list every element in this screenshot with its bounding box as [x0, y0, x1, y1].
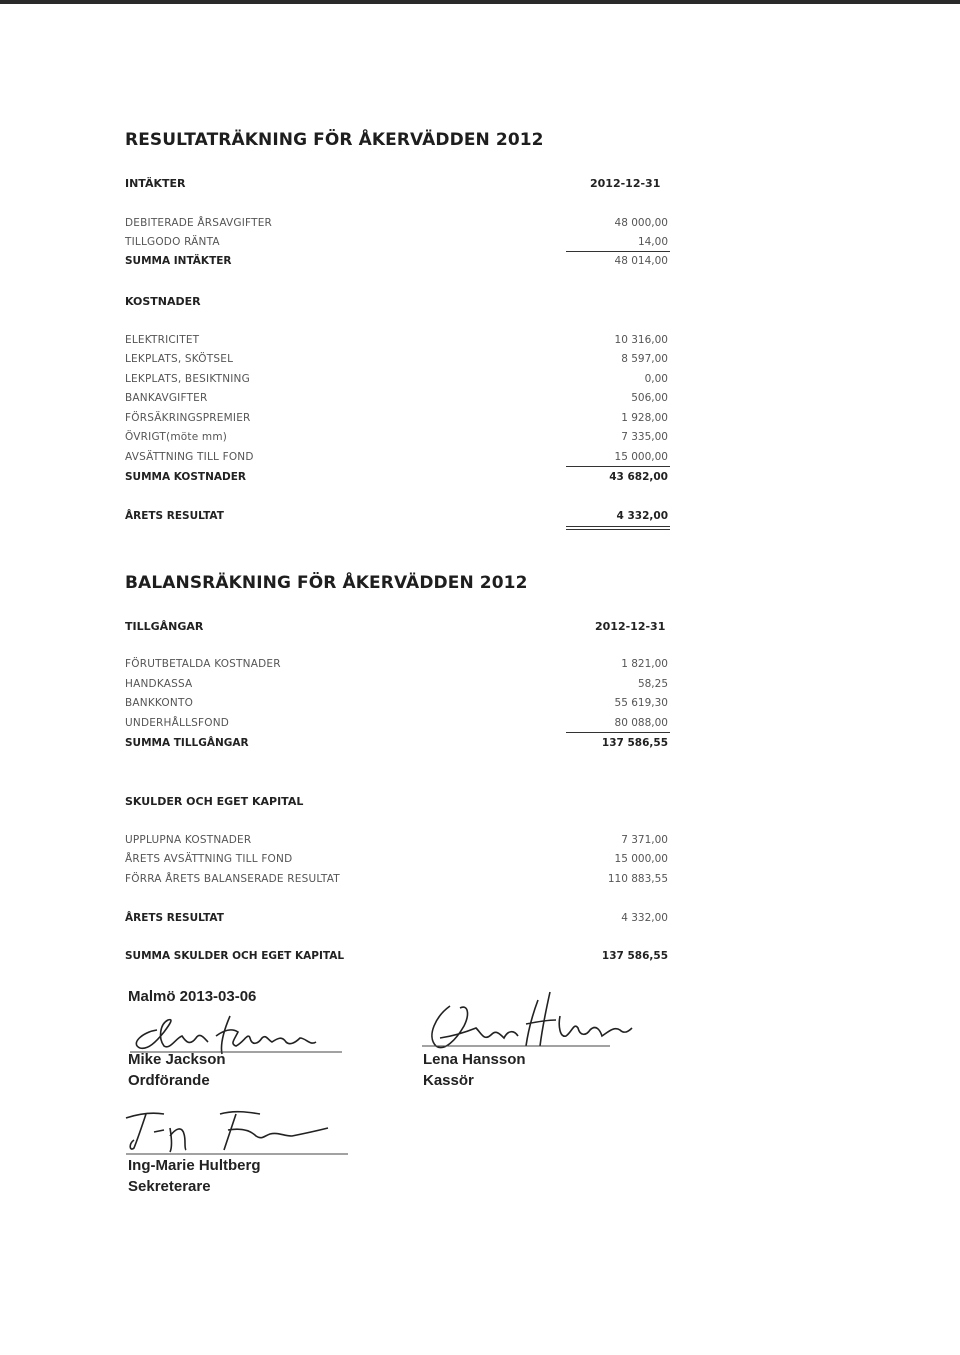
signer-name: Mike Jackson	[128, 1051, 226, 1068]
skuld-value: 15 000,00	[614, 853, 668, 865]
signer-name: Lena Hansson	[423, 1051, 526, 1068]
kostnad-label: ÖVRIGT(möte mm)	[125, 431, 228, 443]
skuld-label: FÖRRA ÅRETS BALANSERADE RESULTAT	[125, 873, 340, 885]
tillgang-value: 1 821,00	[621, 658, 668, 670]
kostnad-label: LEKPLATS, BESIKTNING	[125, 373, 250, 385]
signer-role: Kassör	[423, 1072, 474, 1089]
tillgang-label: FÖRUTBETALDA KOSTNADER	[125, 658, 281, 670]
intakter-header: INTÄKTER	[125, 177, 186, 190]
kostnad-label: BANKAVGIFTER	[125, 392, 208, 404]
summa-intakter-label: SUMMA INTÄKTER	[125, 255, 232, 267]
tillgang-label: UNDERHÅLLSFOND	[125, 717, 230, 729]
arets-resultat-label: ÅRETS RESULTAT	[125, 510, 224, 522]
kostnad-value: 1 928,00	[621, 412, 668, 424]
kostnad-value: 506,00	[631, 392, 668, 404]
resultat-date: 2012-12-31	[590, 177, 661, 190]
kostnad-value: 10 316,00	[614, 334, 668, 346]
skuld-value: 110 883,55	[607, 873, 668, 885]
sum-rule	[566, 466, 670, 467]
balans-title: BALANSRÄKNING FÖR ÅKERVÄDDEN 2012	[125, 573, 528, 593]
summa-kostnader-label: SUMMA KOSTNADER	[125, 471, 246, 483]
skulder-header: SKULDER OCH EGET KAPITAL	[125, 795, 304, 808]
skuld-value: 7 371,00	[621, 834, 668, 846]
summa-skulder-value: 137 586,55	[601, 950, 668, 962]
double-rule	[566, 526, 670, 527]
kostnad-value: 0,00	[644, 373, 668, 385]
tillgang-value: 80 088,00	[614, 717, 668, 729]
intakt-label: TILLGODO RÄNTA	[125, 236, 220, 248]
sum-rule	[566, 732, 670, 733]
tillgangar-header: TILLGÅNGAR	[125, 620, 204, 633]
kostnad-label: ELEKTRICITET	[125, 334, 200, 346]
intakt-value: 14,00	[637, 236, 668, 248]
place-date: Malmö 2013-03-06	[128, 988, 257, 1005]
scan-edge	[0, 0, 960, 4]
summa-tillgangar-value: 137 586,55	[601, 737, 668, 749]
arets-resultat-value: 4 332,00	[616, 510, 668, 522]
double-rule	[566, 529, 670, 530]
kostnad-label: AVSÄTTNING TILL FOND	[125, 451, 254, 463]
tillgang-label: HANDKASSA	[125, 678, 193, 690]
tillgang-value: 55 619,30	[614, 697, 668, 709]
kostnader-header: KOSTNADER	[125, 295, 201, 308]
skuld-label: UPPLUPNA KOSTNADER	[125, 834, 252, 846]
sum-rule	[566, 251, 670, 252]
intakt-value: 48 000,00	[614, 217, 668, 229]
tillgang-label: BANKKONTO	[125, 697, 194, 709]
skuld-label: ÅRETS AVSÄTTNING TILL FOND	[125, 853, 293, 865]
kostnad-label: LEKPLATS, SKÖTSEL	[125, 353, 234, 365]
signer-role: Ordförande	[128, 1072, 210, 1089]
summa-intakter-value: 48 014,00	[614, 255, 668, 267]
resultat-title: RESULTATRÄKNING FÖR ÅKERVÄDDEN 2012	[125, 130, 544, 150]
summa-kostnader-value: 43 682,00	[609, 471, 668, 483]
kostnad-label: FÖRSÄKRINGSPREMIER	[125, 412, 251, 424]
kostnad-value: 7 335,00	[621, 431, 668, 443]
kostnad-value: 8 597,00	[621, 353, 668, 365]
balans-date: 2012-12-31	[595, 620, 666, 633]
signer-name: Ing-Marie Hultberg	[128, 1157, 261, 1174]
signature-ing-marie-hultberg	[112, 1100, 352, 1160]
kostnad-value: 15 000,00	[614, 451, 668, 463]
summa-tillgangar-label: SUMMA TILLGÅNGAR	[125, 737, 249, 749]
balans-arets-resultat-label: ÅRETS RESULTAT	[125, 912, 224, 924]
balans-arets-resultat-value: 4 332,00	[621, 912, 668, 924]
summa-skulder-label: SUMMA SKULDER OCH EGET KAPITAL	[125, 950, 345, 962]
intakt-label: DEBITERADE ÅRSAVGIFTER	[125, 217, 273, 229]
signer-role: Sekreterare	[128, 1178, 211, 1195]
tillgang-value: 58,25	[637, 678, 668, 690]
